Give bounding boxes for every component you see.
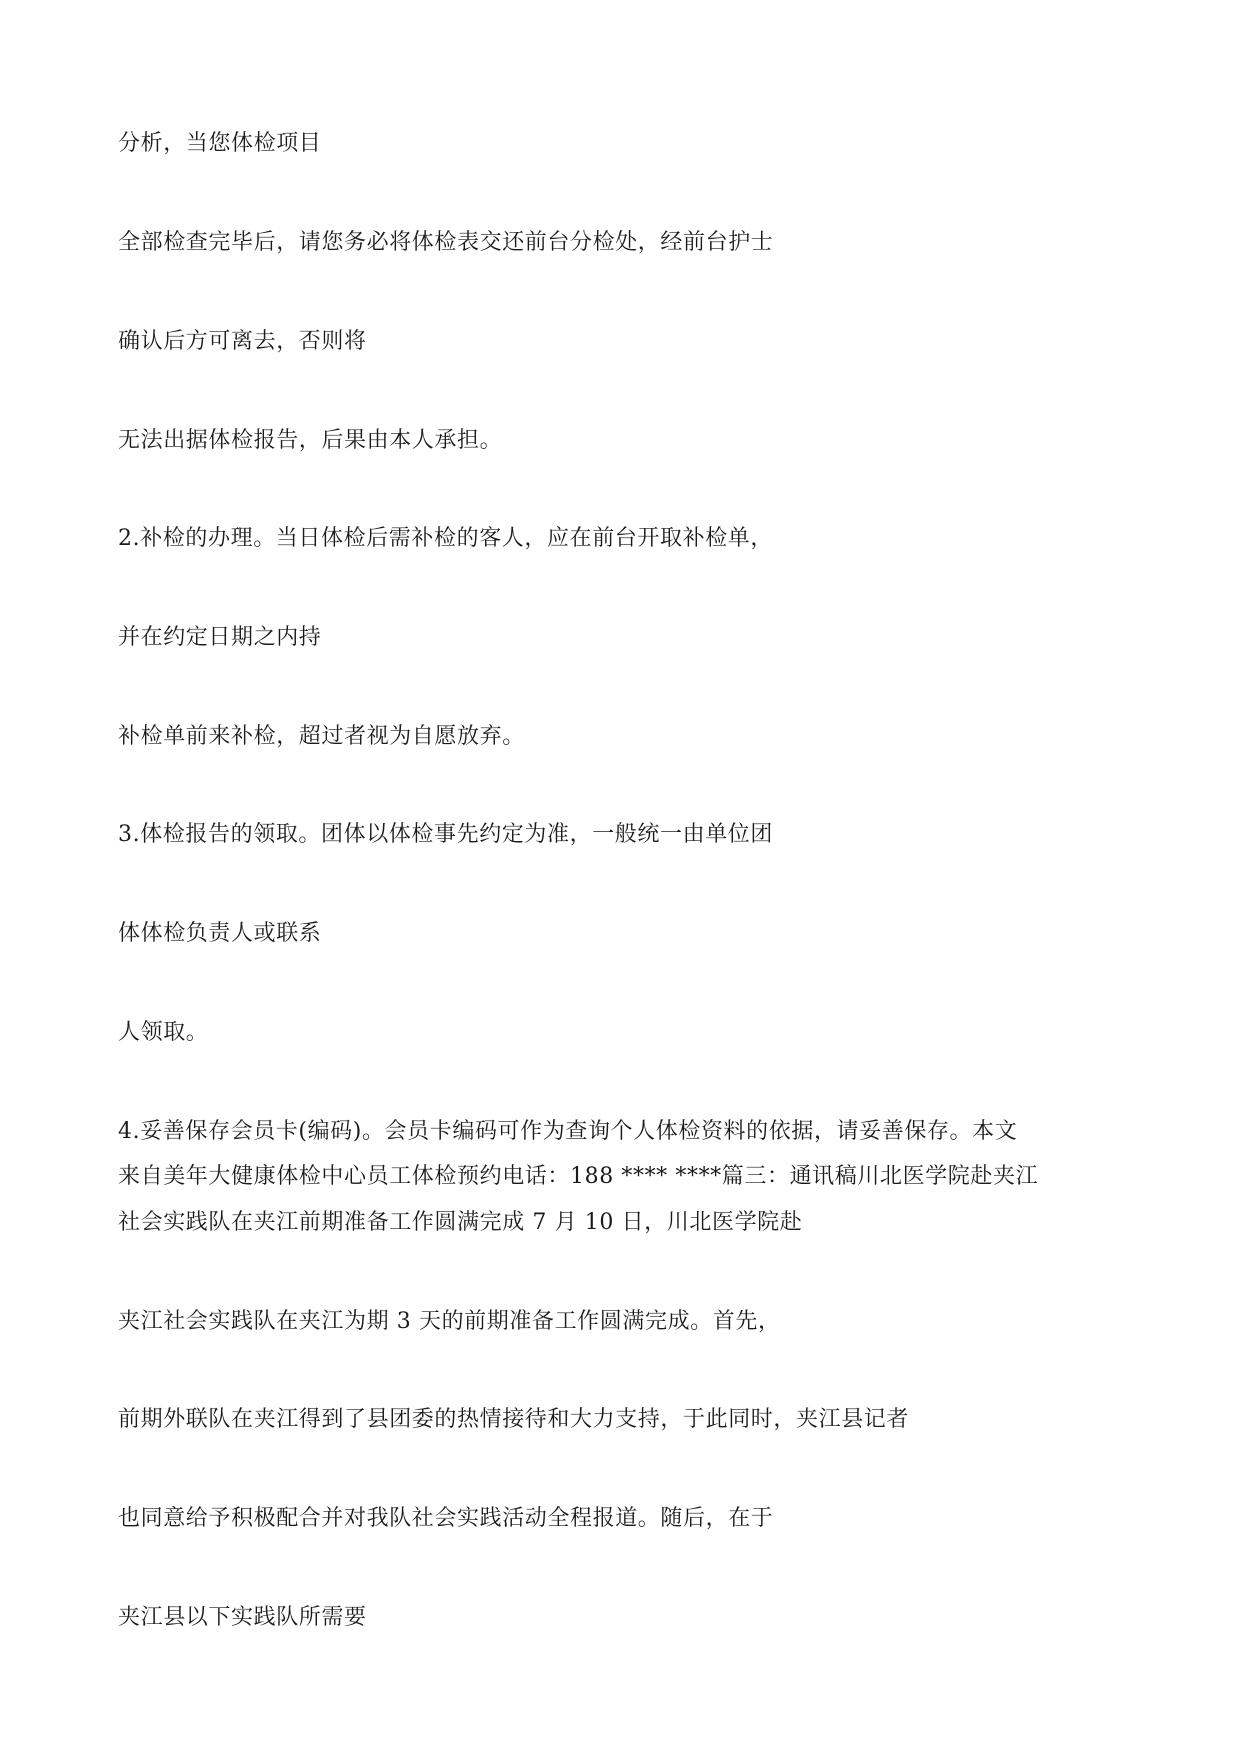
text-line: 社会实践队在夹江前期准备工作圆满完成 7 月 10 日，川北医学院赴	[118, 1210, 803, 1235]
text-line: 夹江县以下实践队所需要	[118, 1605, 367, 1630]
text-line: 补检单前来补检，超过者视为自愿放弃。	[118, 724, 525, 749]
text-line: 全部检查完毕后，请您务必将体检表交还前台分检处，经前台护士	[118, 230, 774, 255]
text-line: 4.妥善保存会员卡(编码)。会员卡编码可作为查询个人体检资料的依据，请妥善保存。本文	[118, 1119, 1018, 1144]
text-line: 分析，当您体检项目	[118, 131, 322, 156]
text-line: 2.补检的办理。当日体检后需补检的客人，应在前台开取补检单，	[118, 526, 773, 551]
text-line: 3.体检报告的领取。团体以体检事先约定为准，一般统一由单位团	[118, 822, 773, 847]
text-line: 人领取。	[118, 1020, 209, 1045]
text-line: 无法出据体检报告，后果由本人承担。	[118, 428, 503, 453]
text-line: 也同意给予积极配合并对我队社会实践活动全程报道。随后，在于	[118, 1506, 774, 1531]
text-line: 体体检负责人或联系	[118, 921, 322, 946]
text-line: 并在约定日期之内持	[118, 625, 322, 650]
text-line: 夹江社会实践队在夹江为期 3 天的前期准备工作圆满完成。首先，	[118, 1309, 781, 1334]
text-line: 前期外联队在夹江得到了县团委的热情接待和大力支持，于此同时，夹江县记者	[118, 1407, 910, 1432]
text-line: 确认后方可离去，否则将	[118, 329, 367, 354]
text-line: 来自美年大健康体检中心员工体检预约电话：188 **** ****篇三：通讯稿川北医学院赴夹江	[118, 1164, 1039, 1189]
